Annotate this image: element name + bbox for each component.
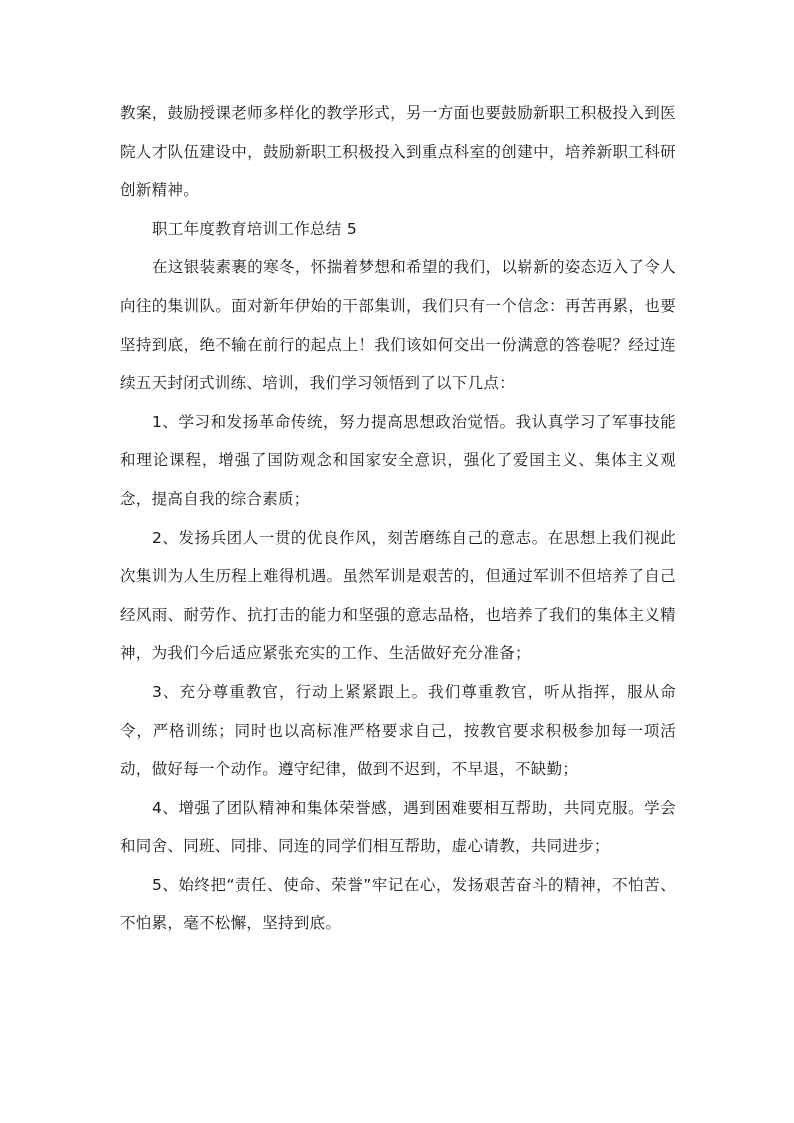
- paragraph-continuation: 教案，鼓励授课老师多样化的教学形式，另一方面也要鼓励新职工积极投入到医院人才队伍建设中，鼓励新职工积极投入到重点科室的创建中，培养新职工科研创新精神。: [120, 104, 676, 200]
- paragraph-point-2: 2、发扬兵团人一贯的优良作风，刻苦磨练自己的意志。在思想上我们视此次集训为人生历程上难得机遇。虽然军训是艰苦的，但通过军训不但培养了自己经风雨、耐劳作、抗打击的能力和坚强的意志品格，也培养了我们的集体主义精神，为我们今后适应紧张充实的工作、生活做好充分准备；: [120, 528, 676, 663]
- document-page: [120, 94, 676, 943]
- paragraph-point-3: 3、充分尊重教官，行动上紧紧跟上。我们尊重教官，听从指挥，服从命令，严格训练；同时也以高标准严格要求自己，按教官要求积极参加每一项活动，做好每一个动作。遵守纪律，做到不迟到，不早退，不缺勤；: [120, 682, 676, 779]
- paragraph-point-1: 1、学习和发扬革命传统，努力提高思想政治觉悟。我认真学习了军事技能和理论课程，增强了国防观念和国家安全意识，强化了爱国主义、集体主义观念，提高自我的综合素质；: [120, 412, 676, 508]
- paragraph-intro: 在这银装素裹的寒冬，怀揣着梦想和希望的我们，以崭新的姿态迈入了令人向往的集训队。面对新年伊始的干部集训，我们只有一个信念：再苦再累，也要坚持到底，绝不输在前行的起点上！我们该如何交出一份满意的答卷呢？经过连续五天封闭式训练、培训，我们学习领悟到了以下几点：: [120, 258, 676, 393]
- paragraph-point-5: 5、始终把“责任、使命、荣誉”牢记在心，发扬艰苦奋斗的精神，不怕苦、不怕累，毫不松懈，坚持到底。: [120, 875, 676, 933]
- section-heading: 职工年度教育培训工作总结 5: [152, 219, 357, 238]
- paragraph-point-4: 4、增强了团队精神和集体荣誉感，遇到困难要相互帮助，共同克服。学会和同舍、同班、同排、同连的同学们相互帮助，虚心请教，共同进步；: [120, 798, 676, 856]
